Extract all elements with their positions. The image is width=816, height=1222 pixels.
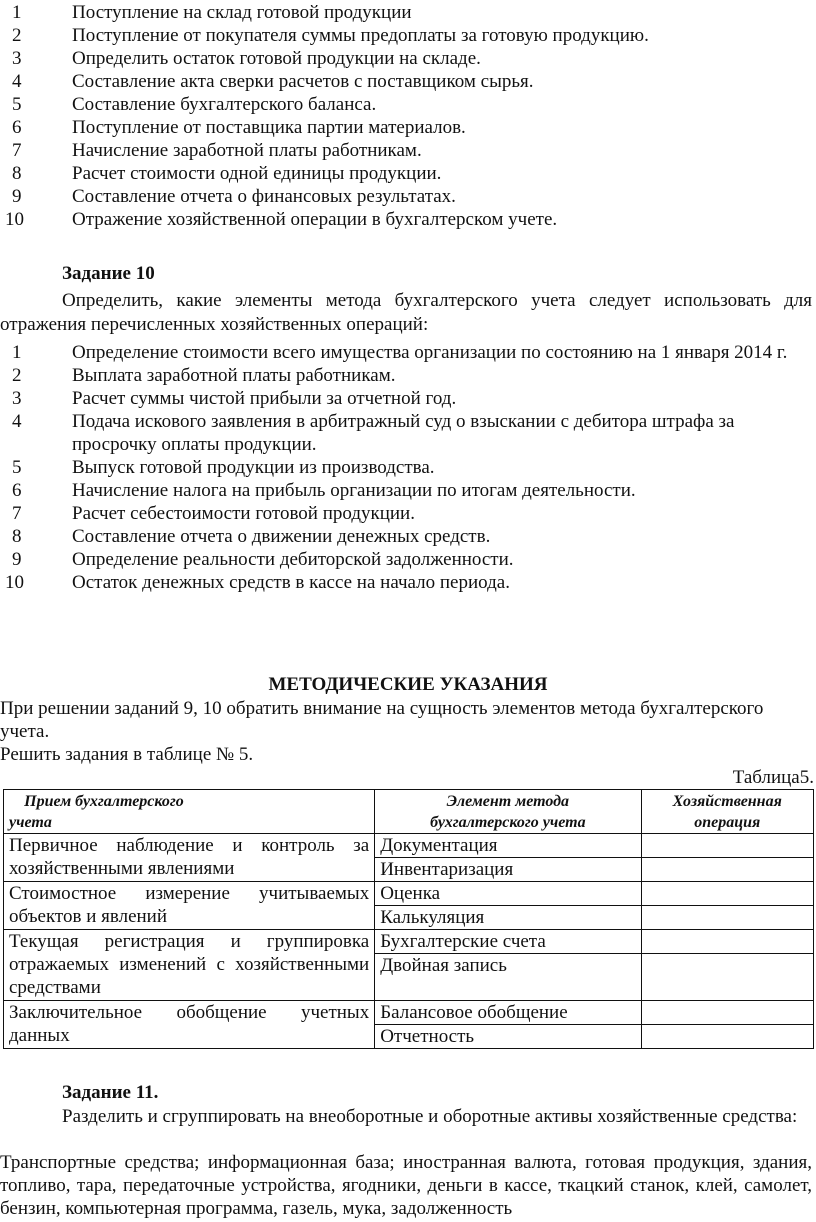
- item-text: Составление отчета о финансовых результатах.: [72, 186, 456, 207]
- item-number: 9: [12, 186, 22, 207]
- list-item: [0, 548, 816, 571]
- item-number: 6: [12, 480, 22, 501]
- item-number: 3: [12, 388, 22, 409]
- item-number: 7: [12, 140, 22, 161]
- item-text: Расчет стоимости одной единицы продукции.: [72, 163, 442, 184]
- list-item: [0, 116, 816, 139]
- operation-cell[interactable]: [641, 954, 814, 1001]
- task11-intro: Разделить и сгруппировать на внеоборотные и оборотные активы хозяйственные средства:: [62, 1106, 798, 1127]
- item-text: Подача искового заявления в арбитражный суд о взыскании с дебитора штрафа за просрочку оплаты продукции.: [72, 411, 735, 455]
- task10-heading: Задание 10: [62, 263, 155, 284]
- guidelines-text: При решении заданий 9, 10 обратить внимание на сущность элементов метода бухгалтерского учета.: [0, 698, 764, 742]
- item-text: Составление бухгалтерского баланса.: [72, 94, 377, 115]
- item-number: 3: [12, 48, 22, 69]
- method-cell: Заключительное обобщение учетных данных: [4, 1001, 375, 1049]
- list-item: [0, 1, 816, 24]
- item-number: 6: [12, 117, 22, 138]
- element-cell: Калькуляция: [375, 906, 641, 930]
- header-method: Прием бухгалтерского учета: [4, 790, 375, 834]
- item-text: Составление отчета о движении денежных средств.: [72, 526, 491, 547]
- task11-heading: Задание 11.: [62, 1082, 159, 1103]
- item-text: Выпуск готовой продукции из производства.: [72, 457, 435, 478]
- item-text: Расчет себестоимости готовой продукции.: [72, 503, 415, 524]
- table-5: [3, 789, 814, 1049]
- element-cell: Двойная запись: [375, 954, 641, 1001]
- item-text: Определить остаток готовой продукции на складе.: [72, 48, 481, 69]
- task10-list: [0, 341, 816, 594]
- method-cell: Текущая регистрация и группировка отражаемых изменений с хозяйственными средствами: [4, 930, 375, 1001]
- list-item: [0, 364, 816, 387]
- list-item: [0, 93, 816, 116]
- item-text: Остаток денежных средств в кассе на начало периода.: [72, 572, 510, 593]
- element-cell: Инвентаризация: [375, 858, 641, 882]
- table-row: [4, 834, 814, 858]
- table-header-row: [4, 790, 814, 834]
- item-text: Определение реальности дебиторской задолженности.: [72, 549, 514, 570]
- item-text: Определение стоимости всего имущества организации по состоянию на 1 января 2014 г.: [72, 342, 788, 363]
- operation-cell[interactable]: [641, 906, 814, 930]
- list-item: [0, 456, 816, 479]
- item-text: Поступление от покупателя суммы предоплаты за готовую продукцию.: [72, 25, 649, 46]
- method-cell: Первичное наблюдение и контроль за хозяйственными явлениями: [4, 834, 375, 882]
- list-item: [0, 525, 816, 548]
- task10-intro: Определить, какие элементы метода бухгалтерского учета следует использовать для отражения перечисленных хозяйственных операций:: [0, 290, 812, 335]
- list-item: [0, 479, 816, 502]
- item-text: Отражение хозяйственной операции в бухгалтерском учете.: [72, 209, 558, 230]
- item-number: 5: [12, 457, 22, 478]
- operation-cell[interactable]: [641, 882, 814, 906]
- item-number: 8: [12, 526, 22, 547]
- list-item: [0, 185, 816, 208]
- item-text: Расчет суммы чистой прибыли за отчетной год.: [72, 388, 457, 409]
- table-caption: Таблица5.: [732, 767, 814, 788]
- element-cell: Бухгалтерские счета: [375, 930, 641, 954]
- item-number: 8: [12, 163, 22, 184]
- item-number: 1: [12, 2, 22, 23]
- header-element: Элемент метода бухгалтерского учета: [375, 790, 641, 834]
- operation-cell[interactable]: [641, 858, 814, 882]
- method-cell: Стоимостное измерение учитываемых объектов и явлений: [4, 882, 375, 930]
- element-cell: Оценка: [375, 882, 641, 906]
- item-number: 5: [12, 94, 22, 115]
- list-item: [0, 341, 816, 364]
- operation-cell[interactable]: [641, 834, 814, 858]
- element-cell: Документация: [375, 834, 641, 858]
- element-cell: Отчетность: [375, 1025, 641, 1049]
- operation-cell[interactable]: [641, 1001, 814, 1025]
- table-row: [4, 930, 814, 954]
- guidelines-title: МЕТОДИЧЕСКИЕ УКАЗАНИЯ: [268, 674, 548, 695]
- item-number: 1: [12, 342, 22, 363]
- list-item: [0, 70, 816, 93]
- operation-cell[interactable]: [641, 930, 814, 954]
- table-row: [4, 882, 814, 906]
- item-text: Выплата заработной платы работникам.: [72, 365, 396, 386]
- element-cell: Балансовое обобщение: [375, 1001, 641, 1025]
- list-item: [0, 24, 816, 47]
- list-item: [0, 47, 816, 70]
- list-item: [0, 162, 816, 185]
- item-number: 9: [12, 549, 22, 570]
- list-item: [0, 387, 816, 410]
- item-number: 2: [12, 365, 22, 386]
- list-item: [0, 502, 816, 525]
- item-number: 10: [5, 572, 24, 593]
- item-number: 10: [5, 209, 24, 230]
- operation-cell[interactable]: [641, 1025, 814, 1049]
- item-number: 7: [12, 503, 22, 524]
- item-number: 4: [12, 71, 22, 92]
- list-item: [0, 410, 816, 456]
- list-item: [0, 571, 816, 594]
- table-row: [4, 1001, 814, 1025]
- item-text: Поступление от поставщика партии материалов.: [72, 117, 466, 138]
- task11-body: Транспортные средства; информационная база; иностранная валюта, готовая продукция, здания, топливо, тара, передаточные устройства, ягодники, деньги в кассе, ткацкий станок, клей, самолет, бензин, компьютерная программа, газель, мука, задолженность: [0, 1152, 812, 1219]
- item-number: 4: [12, 411, 22, 432]
- list-item: [0, 139, 816, 162]
- list-item: [0, 208, 816, 231]
- item-text: Составление акта сверки расчетов с поставщиком сырья.: [72, 71, 534, 92]
- item-text: Начисление налога на прибыль организации по итогам деятельности.: [72, 480, 636, 501]
- guidelines-instruction: Решить задания в таблице № 5.: [0, 744, 254, 765]
- top-list: [0, 1, 816, 231]
- item-number: 2: [12, 25, 22, 46]
- item-text: Начисление заработной платы работникам.: [72, 140, 422, 161]
- header-operation: Хозяйственная операция: [641, 790, 814, 834]
- item-text: Поступление на склад готовой продукции: [72, 2, 412, 23]
